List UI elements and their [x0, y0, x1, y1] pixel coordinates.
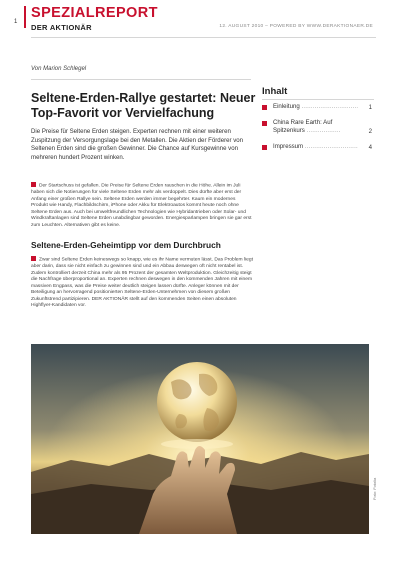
masthead-title: SPEZIALREPORT [31, 5, 158, 21]
toc-item-page: 4 [368, 143, 372, 151]
toc-item-page: 2 [368, 127, 372, 135]
page-number: 1 [14, 19, 18, 25]
toc-title: Inhalt [262, 86, 288, 97]
byline-divider [31, 79, 251, 80]
header-meta: 12. AUGUST 2010 – POWERED BY WWW.DERAKTIONAER.DE [219, 24, 373, 29]
toc-bullet-icon [262, 121, 267, 126]
hand-holding-globe-image [31, 344, 369, 534]
masthead-accent-bar [24, 6, 26, 28]
byline: Von Marion Schlegel [31, 66, 87, 72]
paragraph-1-text: Der Startschuss ist gefallen. Die Preise für Seltene Erden rauschen in die Höhe. Allein im Juli haben sich die Notierungen für viele Seltene Erden mehr als verdoppelt. Dies dürfte aber erst der Anfang einer großen Rallye sein. Seltene Erden werden immer begehrter. Kaum ein modernes Produkt wie Handy, Flachbildschirm, iPhone oder Akku für Elektroautos kommt heute noch ohne Seltene Erden aus. Auch bei umweltfreundlichen Technologien wie Hybridantrieben oder Solar- und Windkraftanlagen sind Seltene Erden unabdingbar geworden. Energiesparlampen bringen sie gar erst zum Leuchten. Alternativen gibt es keine. [31, 183, 252, 228]
toc-item-label: China Rare Earth: Auf Spitzenkurs [273, 119, 333, 135]
header-divider [31, 37, 376, 38]
article-subheading: Seltene-Erden-Geheimtipp vor dem Durchbruch [31, 240, 221, 250]
toc-divider [262, 99, 374, 100]
photo-credit: Foto: Fotolia [372, 477, 377, 500]
toc-bullet-icon [262, 105, 267, 110]
paragraph-2-text: Zwar sind Seltene Erden keineswegs so knapp, wie es ihr Name vermuten lässt. Das Problem liegt aber darin, dass sie nicht einfach zu gewinnen sind und ein Abbau deswegen oft nicht rentabel ist. Zudem kontrolliert derzeit China mehr als 95 Prozent der gesamten Weltproduktion. Gleichzeitig steigt die Nachfrage überproportional an. Experten rechnen deswegen in den kommenden Jahren mit einem massiven Engpass, was die Preise weiter deutlich steigen lassen dürfte. Anleger können mit der Beteiligung an hervorragend positionierten Seltene-Erden-Unternehmen von diesem großen Zukunftstrend partizipieren. DER AKTIONÄR stellt auf den kommenden Seiten einen absoluten Highflyer-Kandidaten vor. [31, 257, 253, 308]
article-lead: Die Preise für Seltene Erden steigen. Experten rechnen mit einer weiteren Zuspitzung der Versorgungslage bei den Metallen. Die Aktien der Förderer von Seltenen Erden sind die großen Gewinner. Die Chance auf Kursgewinne von mehreren hundert Prozent winken. [31, 128, 244, 161]
toc-item-einleitung[interactable]: Einleitung .............................. 1 [262, 103, 374, 112]
photo-illustration [31, 344, 369, 534]
article-paragraph-1 [31, 182, 253, 229]
toc-bullet-icon [262, 145, 267, 150]
article-headline: Seltene-Erden-Rallye gestartet: Neuer Top-Favorit vor Vervielfachung [31, 91, 256, 120]
toc-item-impressum[interactable]: Impressum ............................ 4 [262, 143, 374, 152]
masthead-brand: DER AKTIONÄR [31, 23, 92, 32]
toc-item-label: Einleitung [273, 103, 300, 110]
article-paragraph-2 [31, 256, 253, 310]
paragraph-marker-icon [31, 256, 36, 261]
toc-item-label: Impressum [273, 143, 304, 150]
toc-item-china-rare-earth[interactable]: China Rare Earth: Auf Spitzenkurs .................. 2 [262, 119, 374, 136]
toc-item-page: 1 [368, 103, 372, 111]
paragraph-marker-icon [31, 182, 36, 187]
